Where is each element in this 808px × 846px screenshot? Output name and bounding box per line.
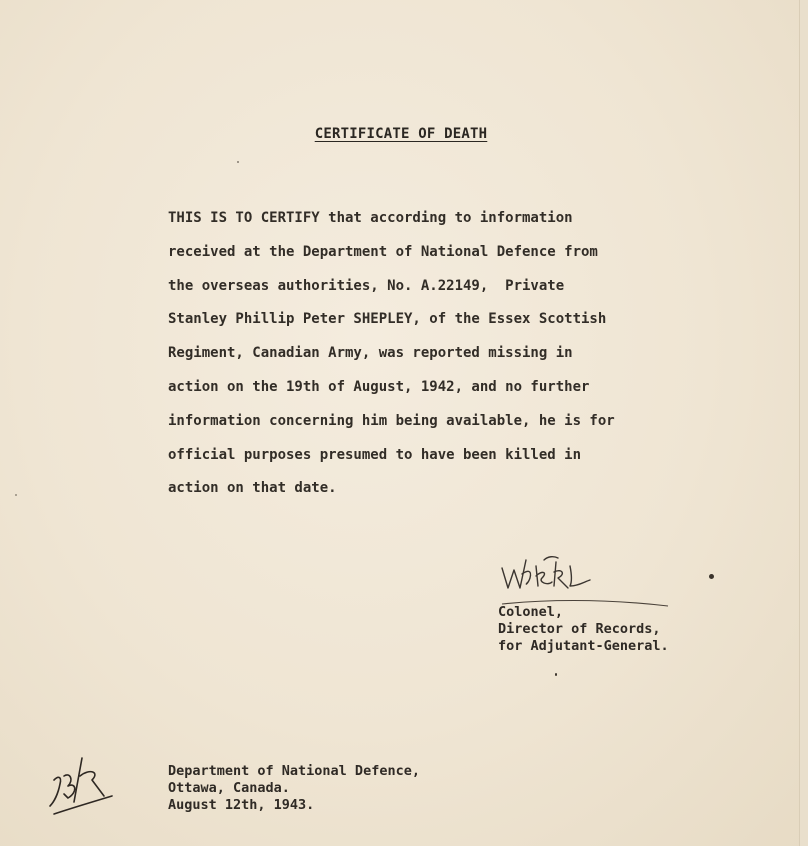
signatory-office: for Adjutant-General.	[498, 638, 669, 654]
body-line: the overseas authorities, No. A.22149, Private	[168, 277, 565, 294]
ink-speck	[237, 161, 239, 163]
body-line: Stanley Phillip Peter SHEPLEY, of the Essex Scottish	[168, 311, 607, 328]
signatory-rank: Colonel,	[498, 604, 564, 620]
ink-speck	[555, 673, 557, 676]
certificate-body	[168, 207, 728, 511]
document-title: CERTIFICATE OF DEATH	[314, 126, 488, 142]
issuing-department: Department of National Defence,	[168, 763, 420, 779]
body-line: official purposes presumed to have been killed in	[168, 446, 582, 463]
body-line: information concerning him being available, he is for	[168, 412, 615, 429]
body-line: received at the Department of National Defence from	[168, 243, 598, 260]
body-line: Regiment, Canadian Army, was reported missing in	[168, 345, 573, 362]
body-line: action on the 19th of August, 1942, and no further	[168, 378, 590, 395]
initials-icon	[44, 750, 120, 820]
ink-speck	[15, 494, 17, 496]
issuing-office-block	[168, 763, 420, 814]
signatory-block	[498, 604, 669, 655]
signatory-title: Director of Records,	[498, 621, 661, 637]
issuing-location: Ottawa, Canada.	[168, 780, 290, 796]
body-line: THIS IS TO CERTIFY that according to information	[168, 210, 573, 226]
issue-date: August 12th, 1943.	[168, 797, 315, 813]
signature-icon	[498, 552, 608, 594]
ink-speck	[709, 574, 714, 579]
body-line: action on that date.	[168, 480, 337, 497]
